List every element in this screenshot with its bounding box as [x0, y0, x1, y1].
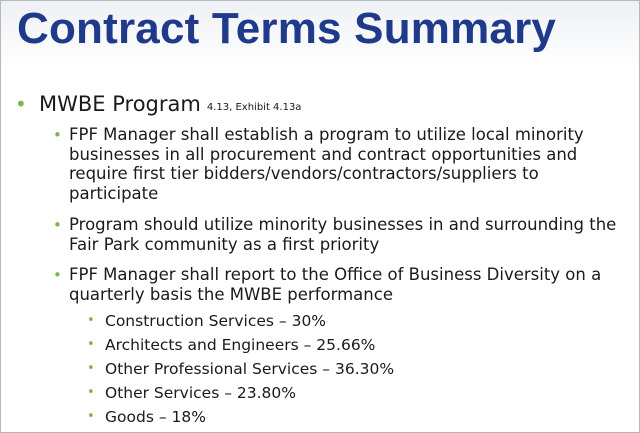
goal-text: Goods – 18%: [105, 408, 206, 426]
sub-bullet-text: FPF Manager shall establish a program to utilize local minority businesses in all procurement and contract opportunities and require first tier bidders/vendors/contractors/suppliers to participate: [69, 125, 584, 203]
bullet-dot-icon: •: [53, 216, 62, 234]
sub-bullet-text: FPF Manager shall report to the Office of Business Diversity on a quarterly basis the MWBE performance: [69, 265, 602, 304]
slide-title: Contract Terms Summary: [17, 4, 557, 53]
bullet-dot-icon: •: [53, 266, 62, 284]
title-bar: [1, 1, 639, 69]
bullet-dot-icon: •: [87, 337, 95, 352]
bullet-dot-icon: •: [87, 361, 95, 376]
goal-text: Architects and Engineers – 25.66%: [105, 336, 376, 354]
bullet-dot-icon: •: [87, 409, 95, 424]
bullet-dot-icon: •: [53, 126, 62, 144]
bullet-text: [39, 89, 301, 123]
section-reference: 4.13, Exhibit 4.13a: [206, 102, 302, 113]
bullet-label: MWBE Program: [39, 92, 201, 116]
sub-bullet-text: Program should utilize minority businesses in and surrounding the Fair Park community as a first priority: [69, 215, 617, 254]
goal-text: Other Professional Services – 36.30%: [105, 360, 395, 378]
goal-text: Construction Services – 30%: [105, 312, 327, 330]
bullet-dot-icon: •: [15, 92, 27, 116]
bullet-dot-icon: •: [87, 385, 95, 400]
goal-text: Other Services – 23.80%: [105, 384, 297, 402]
bullet-dot-icon: •: [87, 313, 95, 328]
